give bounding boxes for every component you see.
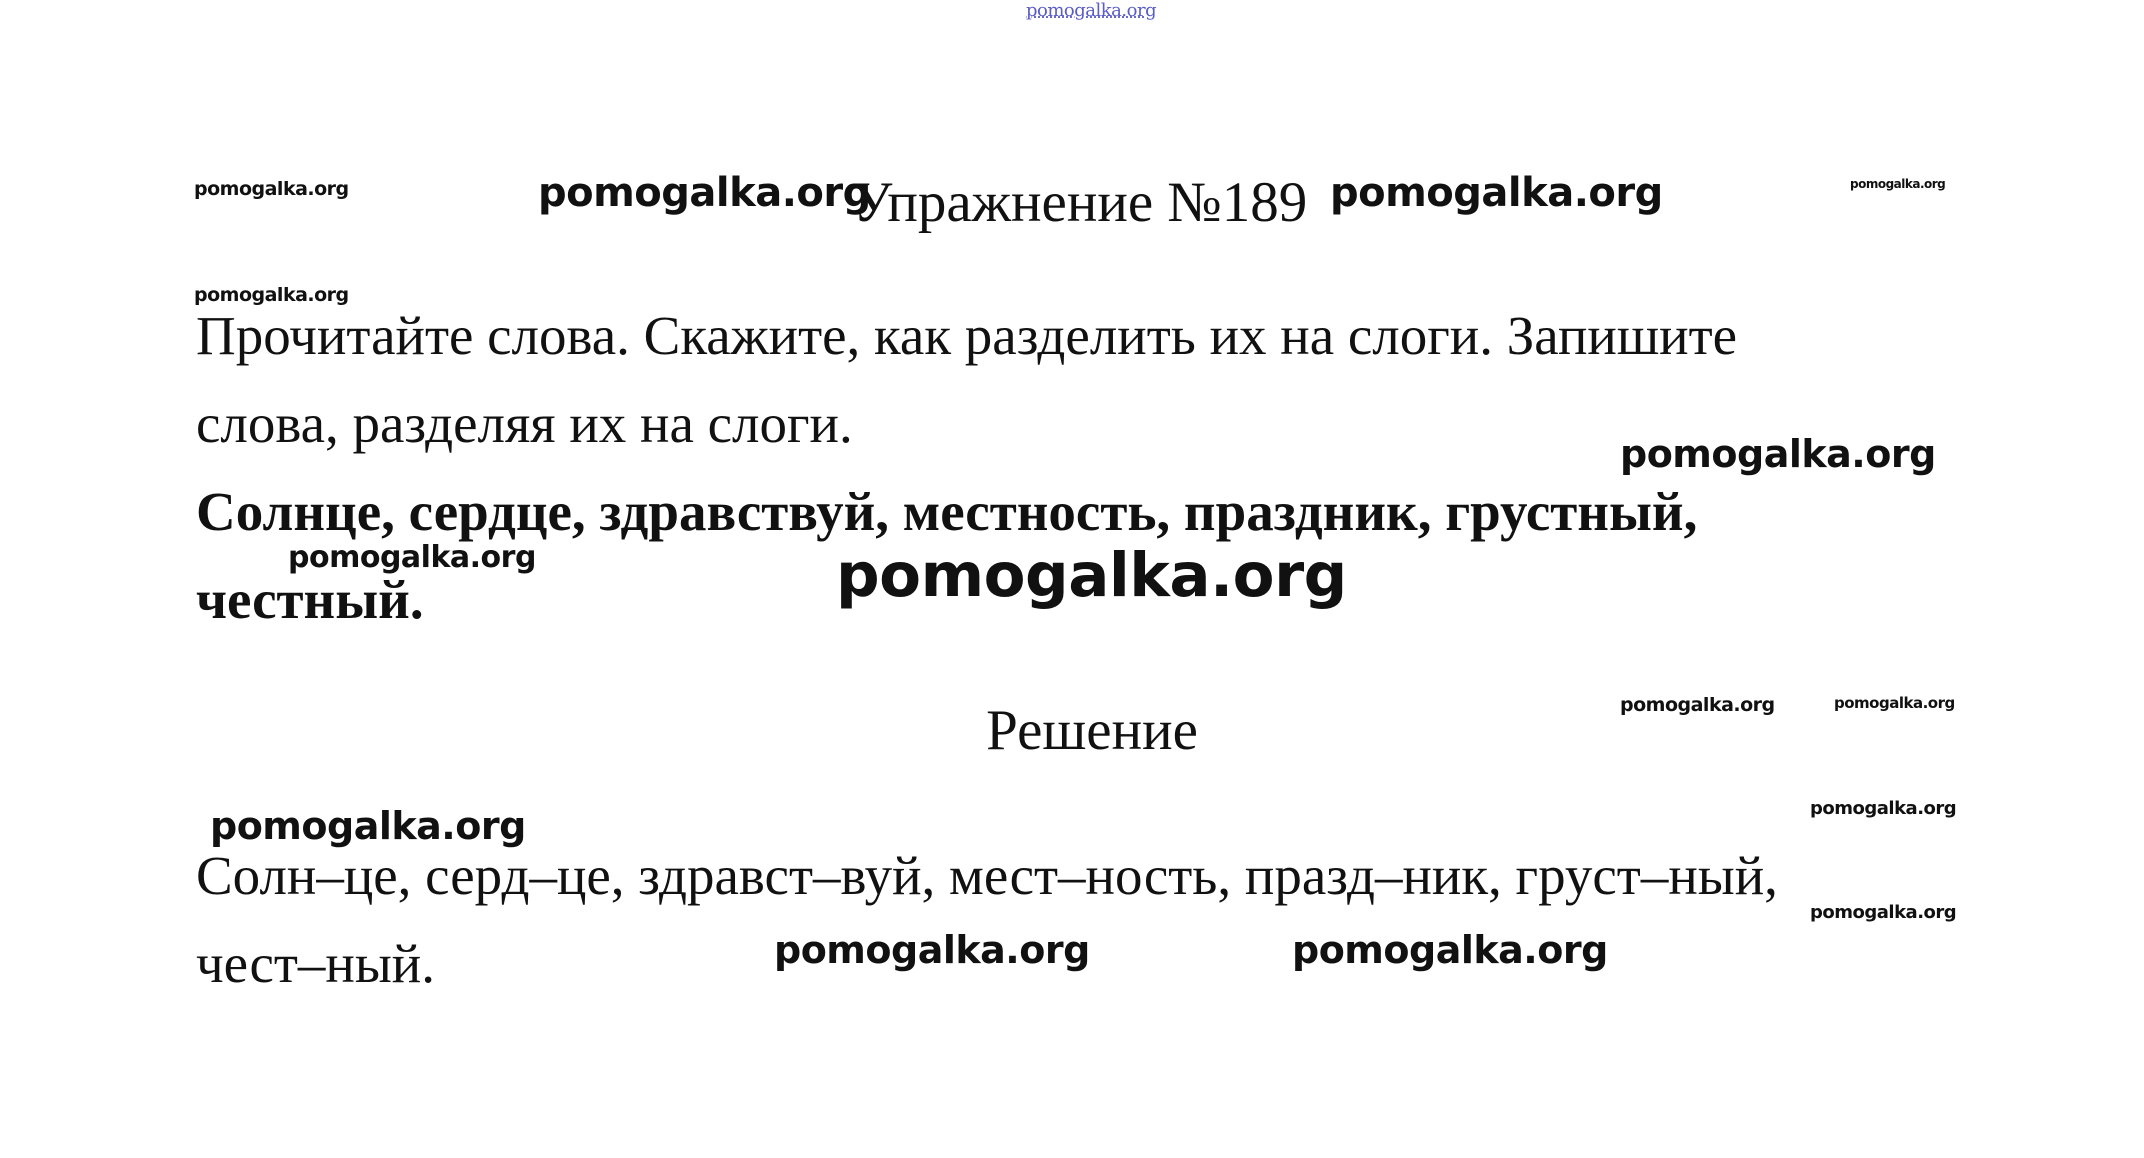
watermark: pomogalka.org (1620, 432, 1936, 476)
task-line: слова, разделяя их на слоги. (196, 393, 853, 454)
solution-heading: Решение (986, 699, 1198, 762)
watermark: pomogalka.org (1330, 170, 1663, 216)
watermark: pomogalka.org (1834, 694, 1955, 712)
watermark: pomogalka.org (538, 170, 871, 216)
answer-line: Солн–це, серд–це, здравст–вуй, мест–ность, празд–ник, груст–ный, (196, 845, 1778, 906)
task-line: Прочитайте слова. Скажите, как разделить их на слоги. Запишите (196, 305, 1738, 366)
watermark: pomogalka.org (1292, 928, 1608, 972)
exercise-title: Упражнение №189 (852, 171, 1308, 234)
watermark: pomogalka.org (194, 284, 349, 306)
title-row (0, 160, 2144, 250)
answer-line: чест–ный. (196, 933, 435, 994)
watermark-top: pomogalka.org (1026, 0, 1157, 21)
watermark: pomogalka.org (1850, 177, 1946, 191)
word-list-line: честный. (196, 569, 424, 630)
watermark: pomogalka.org (210, 804, 526, 848)
watermark: pomogalka.org (194, 178, 349, 200)
watermark: pomogalka.org (774, 928, 1090, 972)
watermark: pomogalka.org (288, 540, 536, 575)
watermark: pomogalka.org (836, 540, 1347, 611)
watermark: pomogalka.org (1810, 798, 1957, 819)
watermark: pomogalka.org (1810, 902, 1957, 923)
word-list-line: Солнце, сердце, здравствуй, местность, праздник, грустный, (196, 481, 1698, 542)
solution-answer (196, 832, 1976, 1008)
watermark: pomogalka.org (1620, 694, 1775, 716)
